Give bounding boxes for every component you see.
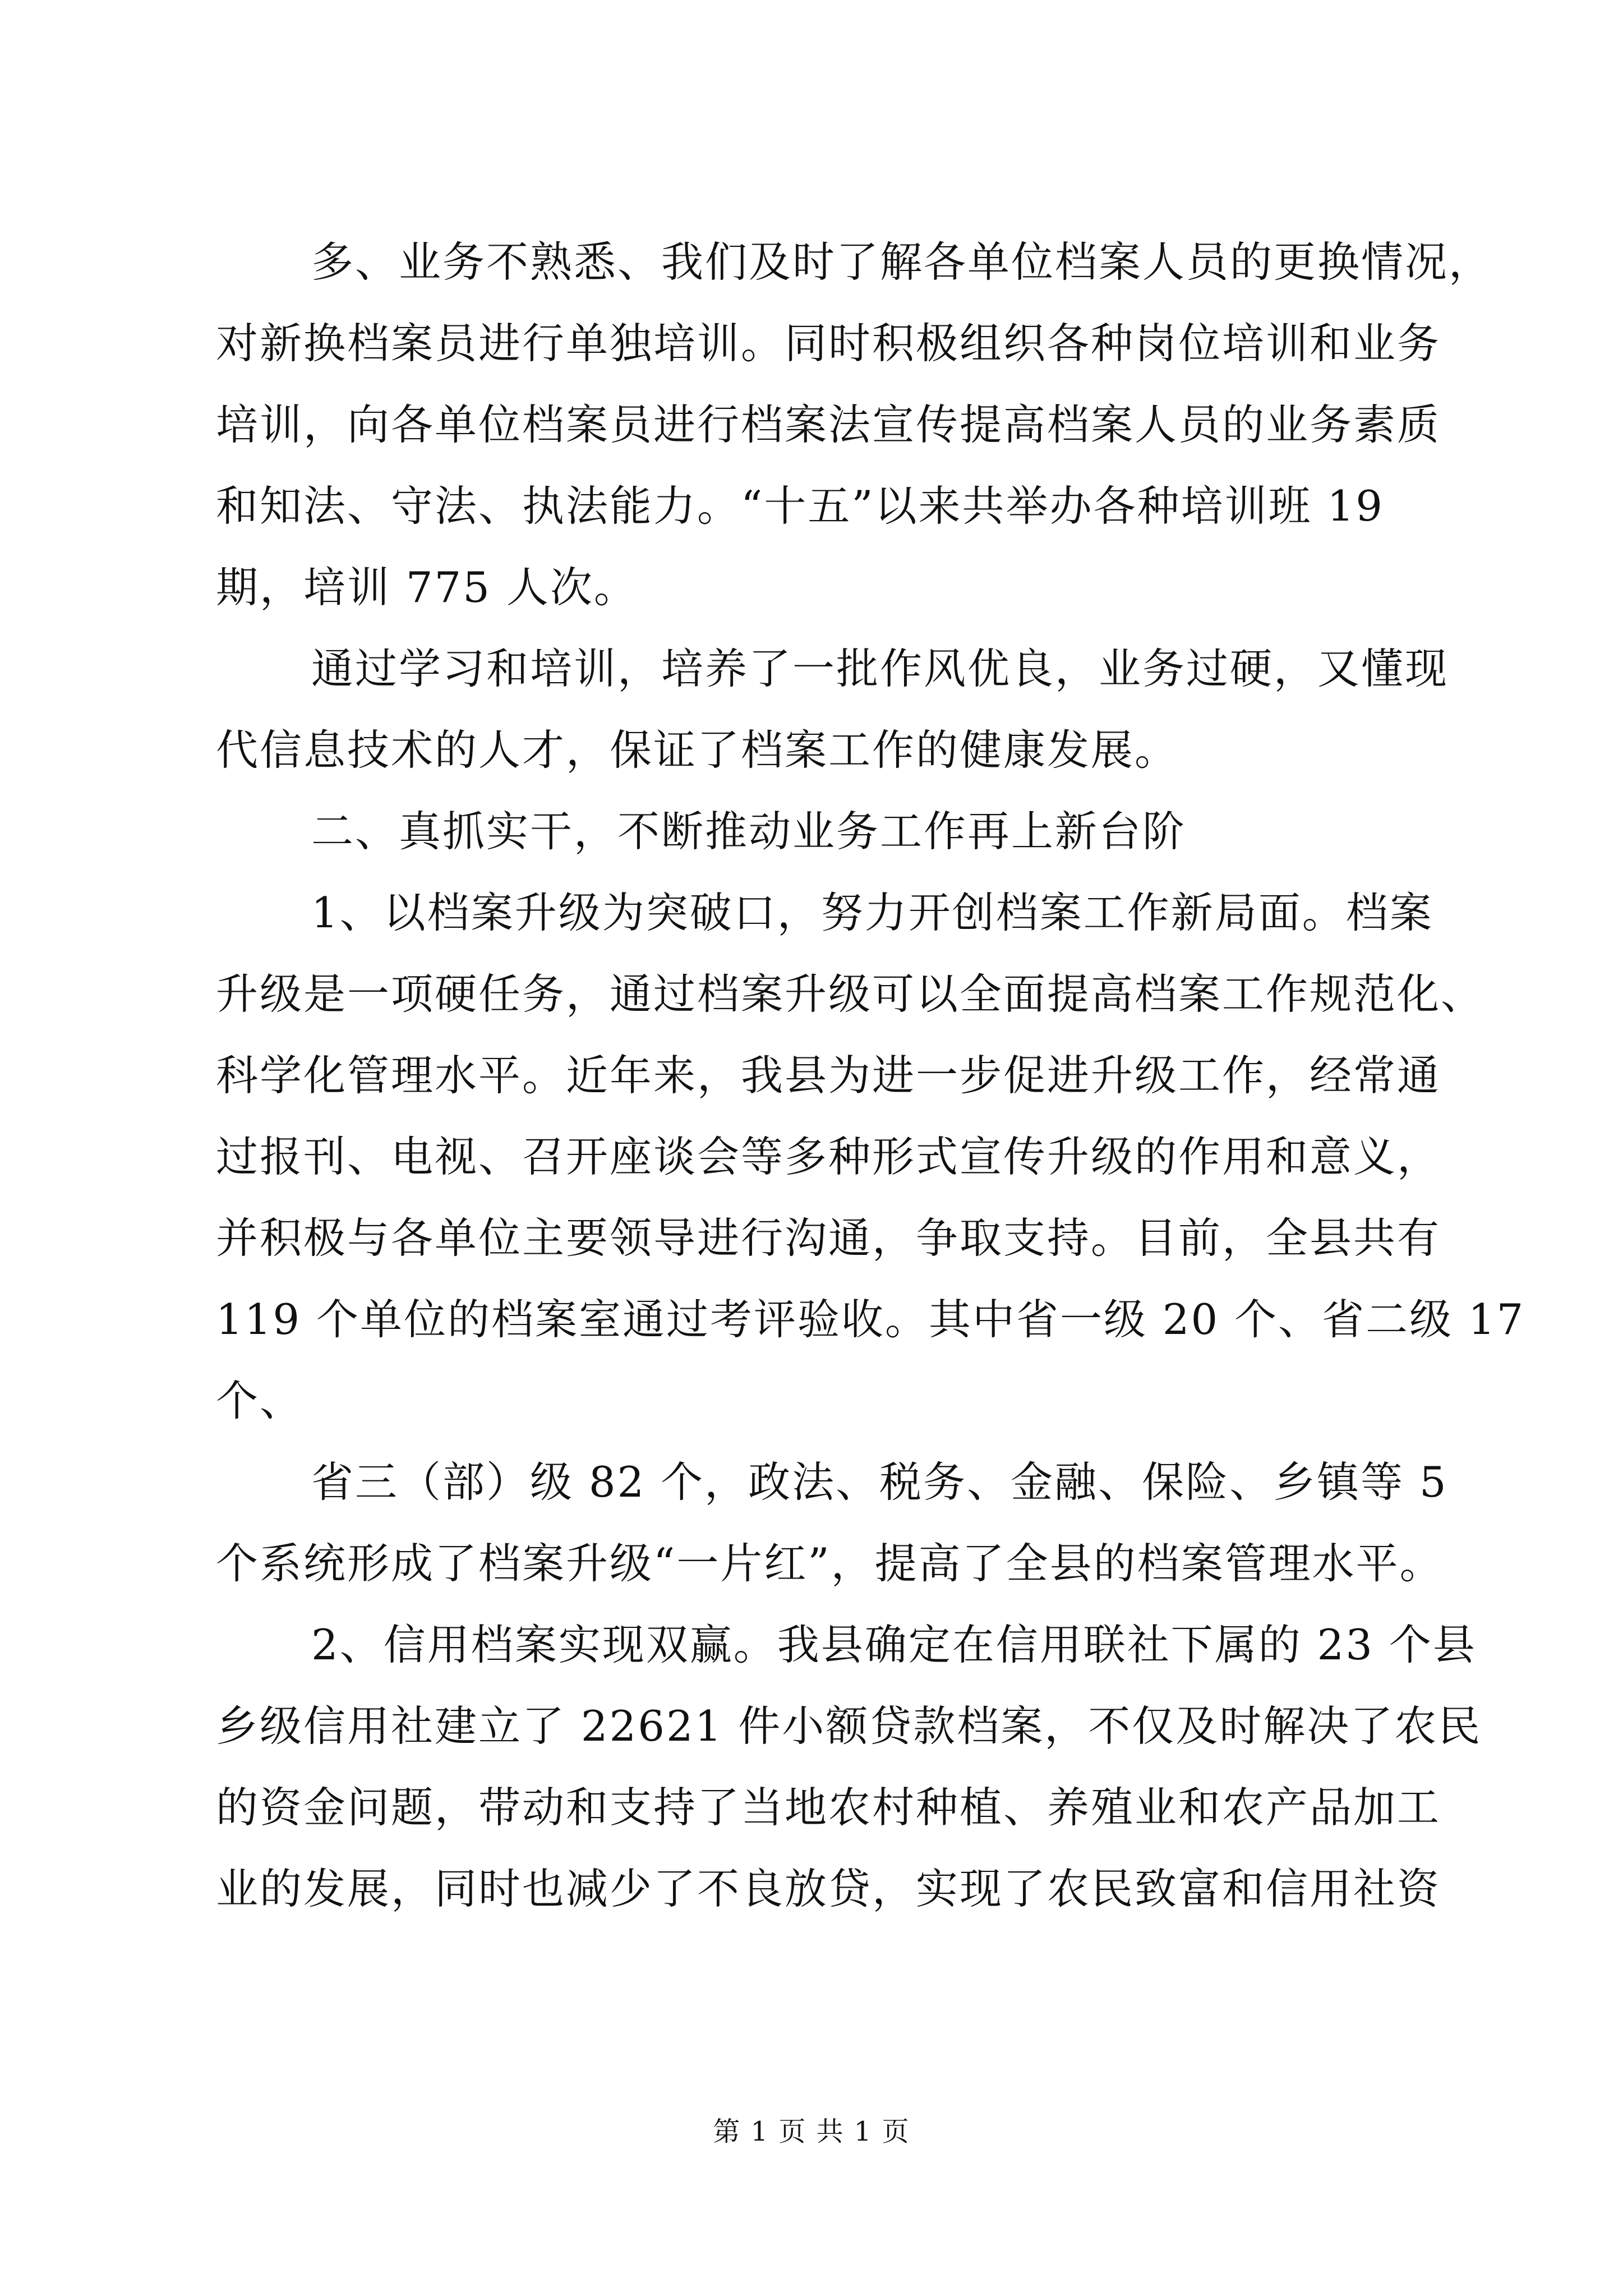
text-line: 个、	[216, 1376, 304, 1425]
text-line: 通过学习和培训，培养了一批作风优良，业务过硬，又懂现	[311, 644, 1449, 693]
text-line: 过报刊、电视、召开座谈会等多种形式宣传升级的作用和意义，	[216, 1132, 1441, 1181]
text-line: 多、业务不熟悉、我们及时了解各单位档案人员的更换情况，	[311, 237, 1493, 287]
text-line: 个系统形成了档案升级“一片红”，提高了全县的档案管理水平。	[216, 1539, 1444, 1588]
text-line: 升级是一项硬任务，通过档案升级可以全面提高档案工作规范化、	[216, 969, 1485, 1019]
document-body	[216, 222, 1525, 1930]
section-heading: 二、真抓实干，不断推动业务工作再上新台阶	[311, 807, 1187, 856]
page-number-footer: 第 1 页 共 1 页	[713, 2116, 910, 2147]
text-line: 的资金问题，带动和支持了当地农村种植、养殖业和农产品加工	[216, 1783, 1441, 1832]
text-line: 119 个单位的档案室通过考评验收。其中省一级 20 个、省二级 17	[216, 1295, 1525, 1344]
text-line: 1、以档案升级为突破口，努力开创档案工作新局面。档案	[311, 888, 1433, 937]
text-line: 代信息技术的人才，保证了档案工作的健康发展。	[216, 725, 1179, 775]
text-line: 2、信用档案实现双赢。我县确定在信用联社下属的 23 个县	[311, 1620, 1477, 1669]
text-line: 乡级信用社建立了 22621 件小额贷款档案，不仅及时解决了农民	[216, 1701, 1482, 1751]
text-line: 科学化管理水平。近年来，我县为进一步促进升级工作，经常通	[216, 1051, 1441, 1100]
text-line: 培训，向各单位档案员进行档案法宣传提高档案人员的业务素质	[216, 400, 1441, 449]
text-line: 业的发展，同时也减少了不良放贷，实现了农民致富和信用社资	[216, 1864, 1441, 1913]
text-line: 省三（部）级 82 个，政法、税务、金融、保险、乡镇等 5	[311, 1457, 1448, 1507]
text-line: 和知法、守法、执法能力。“十五”以来共举办各种培训班 19	[216, 481, 1384, 531]
text-line: 并积极与各单位主要领导进行沟通，争取支持。目前，全县共有	[216, 1213, 1441, 1263]
text-line: 对新换档案员进行单独培训。同时积极组织各种岗位培训和业务	[216, 319, 1441, 368]
text-line: 期，培训 775 人次。	[216, 563, 638, 612]
